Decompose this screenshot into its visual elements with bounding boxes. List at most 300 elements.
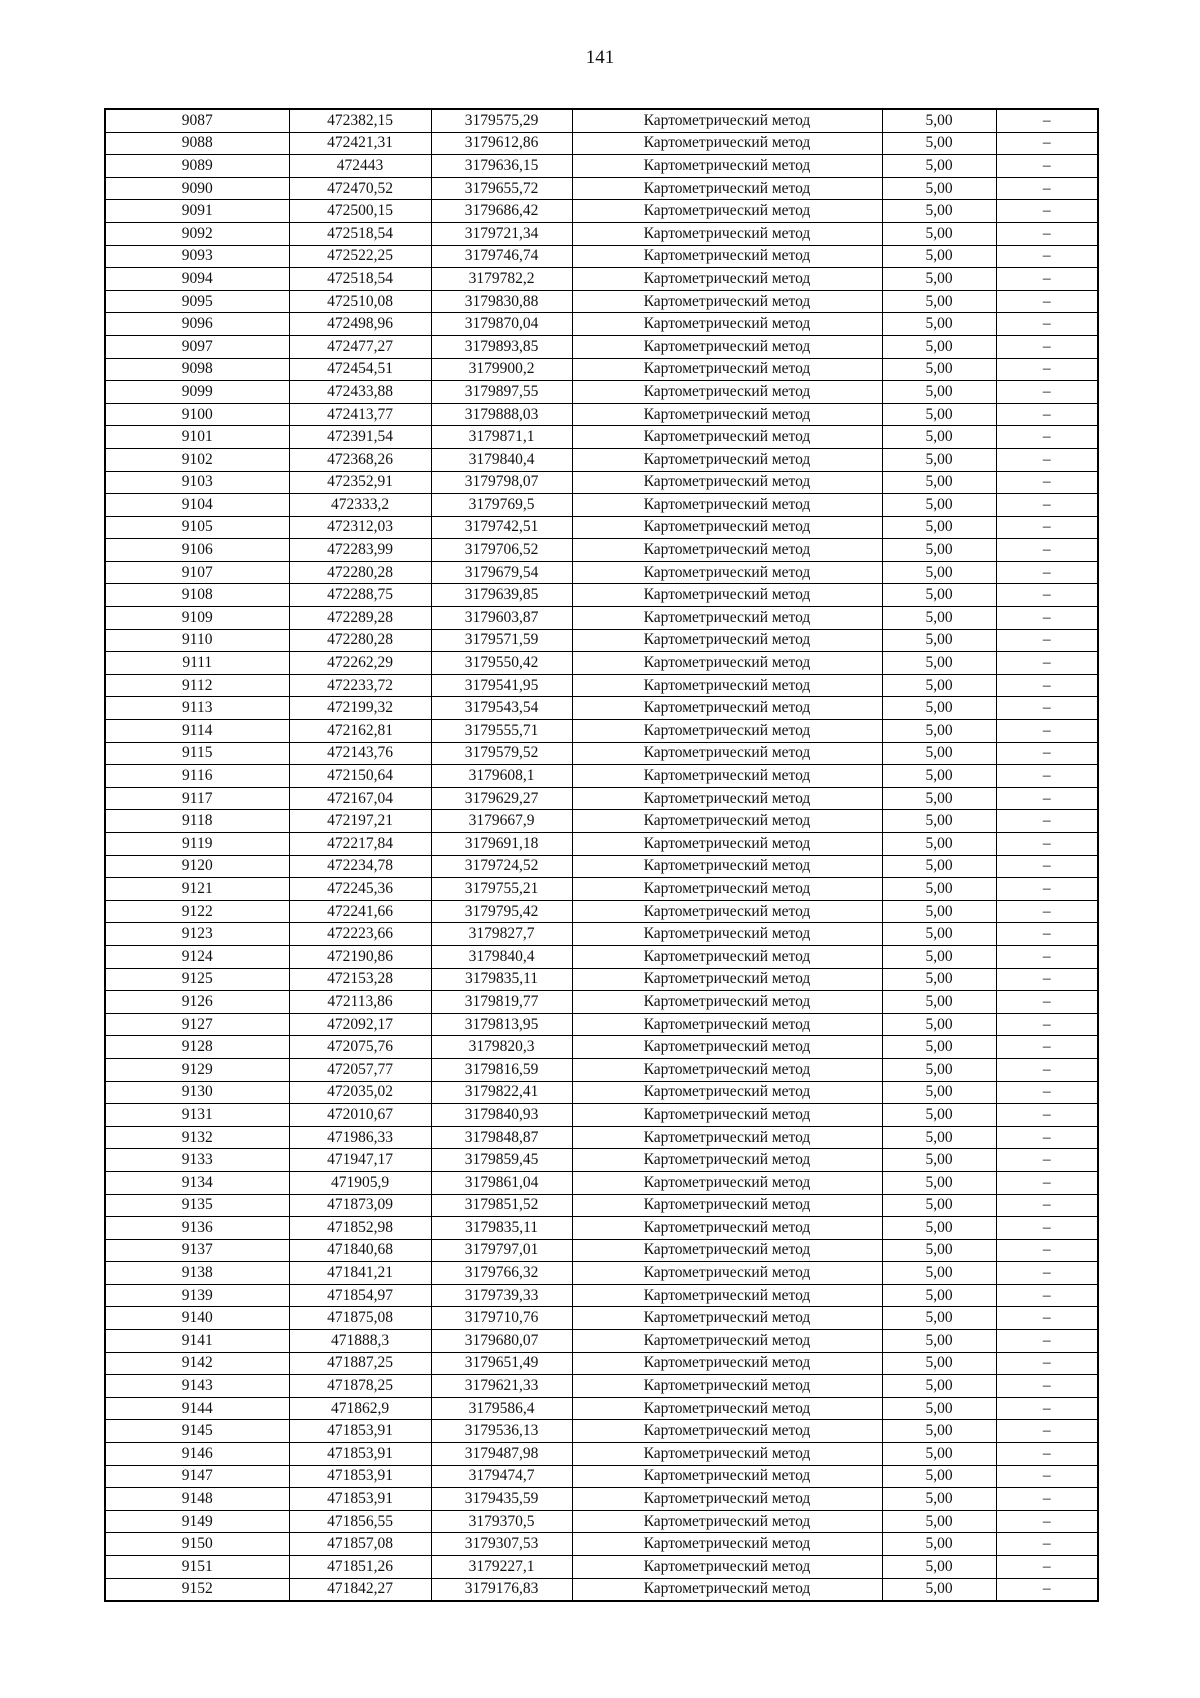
point-number-cell: 9095 xyxy=(105,290,289,313)
accuracy-cell: 5,00 xyxy=(882,381,996,404)
accuracy-cell: 5,00 xyxy=(882,177,996,200)
accuracy-cell: 5,00 xyxy=(882,1488,996,1511)
point-number-cell: 9103 xyxy=(105,471,289,494)
table-row xyxy=(105,1352,1098,1375)
table-row xyxy=(105,1239,1098,1262)
table-row xyxy=(105,607,1098,630)
table-row xyxy=(105,1284,1098,1307)
table-row xyxy=(105,1104,1098,1127)
accuracy-cell: 5,00 xyxy=(882,358,996,381)
table-row xyxy=(105,1375,1098,1398)
coordinate-x-cell: 471873,09 xyxy=(289,1194,431,1217)
table-row xyxy=(105,471,1098,494)
empty-mark-cell: – xyxy=(996,448,1098,471)
method-cell: Картометрический метод xyxy=(572,268,882,291)
coordinate-x-cell: 471853,91 xyxy=(289,1465,431,1488)
coordinate-x-cell: 472477,27 xyxy=(289,335,431,358)
point-number-cell: 9092 xyxy=(105,222,289,245)
table-row xyxy=(105,878,1098,901)
coordinate-y-cell: 3179893,85 xyxy=(431,335,572,358)
coordinate-y-cell: 3179870,04 xyxy=(431,313,572,336)
coordinate-x-cell: 472454,51 xyxy=(289,358,431,381)
accuracy-cell: 5,00 xyxy=(882,923,996,946)
coordinate-x-cell: 472352,91 xyxy=(289,471,431,494)
coordinate-y-cell: 3179571,59 xyxy=(431,629,572,652)
coordinate-x-cell: 472010,67 xyxy=(289,1104,431,1127)
empty-mark-cell: – xyxy=(996,561,1098,584)
accuracy-cell: 5,00 xyxy=(882,516,996,539)
point-number-cell: 9104 xyxy=(105,494,289,517)
coordinate-y-cell: 3179840,93 xyxy=(431,1104,572,1127)
table-row xyxy=(105,787,1098,810)
point-number-cell: 9132 xyxy=(105,1126,289,1149)
empty-mark-cell: – xyxy=(996,1058,1098,1081)
table-row xyxy=(105,833,1098,856)
coordinate-x-cell: 472113,86 xyxy=(289,991,431,1014)
empty-mark-cell: – xyxy=(996,426,1098,449)
coordinate-x-cell: 471986,33 xyxy=(289,1126,431,1149)
point-number-cell: 9151 xyxy=(105,1556,289,1579)
empty-mark-cell: – xyxy=(996,855,1098,878)
table-row xyxy=(105,765,1098,788)
accuracy-cell: 5,00 xyxy=(882,878,996,901)
empty-mark-cell: – xyxy=(996,765,1098,788)
coordinate-y-cell: 3179816,59 xyxy=(431,1058,572,1081)
accuracy-cell: 5,00 xyxy=(882,1420,996,1443)
coordinate-y-cell: 3179721,34 xyxy=(431,222,572,245)
coordinate-y-cell: 3179680,07 xyxy=(431,1330,572,1353)
coordinate-x-cell: 472143,76 xyxy=(289,742,431,765)
table-row xyxy=(105,1262,1098,1285)
empty-mark-cell: – xyxy=(996,1307,1098,1330)
method-cell: Картометрический метод xyxy=(572,1307,882,1330)
empty-mark-cell: – xyxy=(996,1443,1098,1466)
point-number-cell: 9091 xyxy=(105,200,289,223)
method-cell: Картометрический метод xyxy=(572,200,882,223)
coordinate-x-cell: 472075,76 xyxy=(289,1036,431,1059)
table-body xyxy=(105,109,1098,1601)
accuracy-cell: 5,00 xyxy=(882,742,996,765)
point-number-cell: 9110 xyxy=(105,629,289,652)
coordinate-y-cell: 3179370,5 xyxy=(431,1510,572,1533)
accuracy-cell: 5,00 xyxy=(882,607,996,630)
empty-mark-cell: – xyxy=(996,1036,1098,1059)
method-cell: Картометрический метод xyxy=(572,1352,882,1375)
point-number-cell: 9106 xyxy=(105,539,289,562)
method-cell: Картометрический метод xyxy=(572,1036,882,1059)
coordinate-x-cell: 472413,77 xyxy=(289,403,431,426)
accuracy-cell: 5,00 xyxy=(882,403,996,426)
empty-mark-cell: – xyxy=(996,1149,1098,1172)
coordinate-y-cell: 3179827,7 xyxy=(431,923,572,946)
coordinate-x-cell: 472241,66 xyxy=(289,900,431,923)
table-row xyxy=(105,991,1098,1014)
table-row xyxy=(105,1126,1098,1149)
coordinate-y-cell: 3179851,52 xyxy=(431,1194,572,1217)
point-number-cell: 9112 xyxy=(105,674,289,697)
coordinate-y-cell: 3179176,83 xyxy=(431,1578,572,1601)
coordinate-y-cell: 3179612,86 xyxy=(431,132,572,155)
accuracy-cell: 5,00 xyxy=(882,200,996,223)
method-cell: Картометрический метод xyxy=(572,1194,882,1217)
method-cell: Картометрический метод xyxy=(572,335,882,358)
empty-mark-cell: – xyxy=(996,1397,1098,1420)
coordinate-x-cell: 472283,99 xyxy=(289,539,431,562)
coordinate-y-cell: 3179897,55 xyxy=(431,381,572,404)
coordinate-y-cell: 3179848,87 xyxy=(431,1126,572,1149)
accuracy-cell: 5,00 xyxy=(882,629,996,652)
point-number-cell: 9124 xyxy=(105,945,289,968)
accuracy-cell: 5,00 xyxy=(882,674,996,697)
accuracy-cell: 5,00 xyxy=(882,1556,996,1579)
coordinate-y-cell: 3179679,54 xyxy=(431,561,572,584)
coordinate-y-cell: 3179608,1 xyxy=(431,765,572,788)
table-row xyxy=(105,426,1098,449)
empty-mark-cell: – xyxy=(996,742,1098,765)
point-number-cell: 9150 xyxy=(105,1533,289,1556)
accuracy-cell: 5,00 xyxy=(882,1262,996,1285)
method-cell: Картометрический метод xyxy=(572,516,882,539)
accuracy-cell: 5,00 xyxy=(882,584,996,607)
empty-mark-cell: – xyxy=(996,1104,1098,1127)
empty-mark-cell: – xyxy=(996,494,1098,517)
empty-mark-cell: – xyxy=(996,607,1098,630)
point-number-cell: 9129 xyxy=(105,1058,289,1081)
empty-mark-cell: – xyxy=(996,1284,1098,1307)
point-number-cell: 9119 xyxy=(105,833,289,856)
method-cell: Картометрический метод xyxy=(572,290,882,313)
coordinate-y-cell: 3179861,04 xyxy=(431,1171,572,1194)
table-row xyxy=(105,1533,1098,1556)
coordinate-x-cell: 472391,54 xyxy=(289,426,431,449)
coordinate-x-cell: 472382,15 xyxy=(289,109,431,132)
coordinate-y-cell: 3179900,2 xyxy=(431,358,572,381)
coordinate-x-cell: 472433,88 xyxy=(289,381,431,404)
coordinate-y-cell: 3179742,51 xyxy=(431,516,572,539)
coordinate-y-cell: 3179739,33 xyxy=(431,1284,572,1307)
empty-mark-cell: – xyxy=(996,1510,1098,1533)
empty-mark-cell: – xyxy=(996,516,1098,539)
empty-mark-cell: – xyxy=(996,290,1098,313)
accuracy-cell: 5,00 xyxy=(882,1375,996,1398)
coordinate-x-cell: 472333,2 xyxy=(289,494,431,517)
method-cell: Картометрический метод xyxy=(572,1533,882,1556)
method-cell: Картометрический метод xyxy=(572,945,882,968)
accuracy-cell: 5,00 xyxy=(882,765,996,788)
accuracy-cell: 5,00 xyxy=(882,1465,996,1488)
point-number-cell: 9096 xyxy=(105,313,289,336)
coordinate-y-cell: 3179766,32 xyxy=(431,1262,572,1285)
accuracy-cell: 5,00 xyxy=(882,1443,996,1466)
method-cell: Картометрический метод xyxy=(572,1081,882,1104)
coordinate-x-cell: 471947,17 xyxy=(289,1149,431,1172)
accuracy-cell: 5,00 xyxy=(882,1104,996,1127)
method-cell: Картометрический метод xyxy=(572,1171,882,1194)
table-row xyxy=(105,1171,1098,1194)
coordinate-y-cell: 3179636,15 xyxy=(431,155,572,178)
accuracy-cell: 5,00 xyxy=(882,335,996,358)
table-row xyxy=(105,381,1098,404)
coordinate-x-cell: 472522,25 xyxy=(289,245,431,268)
point-number-cell: 9113 xyxy=(105,697,289,720)
coordinate-x-cell: 472280,28 xyxy=(289,629,431,652)
point-number-cell: 9123 xyxy=(105,923,289,946)
method-cell: Картометрический метод xyxy=(572,742,882,765)
table-row xyxy=(105,900,1098,923)
method-cell: Картометрический метод xyxy=(572,810,882,833)
accuracy-cell: 5,00 xyxy=(882,313,996,336)
point-number-cell: 9088 xyxy=(105,132,289,155)
coordinate-y-cell: 3179655,72 xyxy=(431,177,572,200)
method-cell: Картометрический метод xyxy=(572,629,882,652)
table-row xyxy=(105,177,1098,200)
coordinate-y-cell: 3179871,1 xyxy=(431,426,572,449)
accuracy-cell: 5,00 xyxy=(882,1239,996,1262)
coordinate-y-cell: 3179536,13 xyxy=(431,1420,572,1443)
method-cell: Картометрический метод xyxy=(572,1262,882,1285)
accuracy-cell: 5,00 xyxy=(882,245,996,268)
method-cell: Картометрический метод xyxy=(572,878,882,901)
table-row xyxy=(105,448,1098,471)
method-cell: Картометрический метод xyxy=(572,1149,882,1172)
coordinate-x-cell: 472443 xyxy=(289,155,431,178)
coordinate-y-cell: 3179835,11 xyxy=(431,968,572,991)
table-row xyxy=(105,132,1098,155)
coordinate-x-cell: 472500,15 xyxy=(289,200,431,223)
method-cell: Картометрический метод xyxy=(572,222,882,245)
point-number-cell: 9127 xyxy=(105,1013,289,1036)
coordinate-x-cell: 472288,75 xyxy=(289,584,431,607)
coordinate-x-cell: 471854,97 xyxy=(289,1284,431,1307)
point-number-cell: 9121 xyxy=(105,878,289,901)
accuracy-cell: 5,00 xyxy=(882,290,996,313)
table-row xyxy=(105,1036,1098,1059)
method-cell: Картометрический метод xyxy=(572,1375,882,1398)
accuracy-cell: 5,00 xyxy=(882,1533,996,1556)
point-number-cell: 9147 xyxy=(105,1465,289,1488)
coordinate-x-cell: 472498,96 xyxy=(289,313,431,336)
accuracy-cell: 5,00 xyxy=(882,1217,996,1240)
accuracy-cell: 5,00 xyxy=(882,968,996,991)
empty-mark-cell: – xyxy=(996,697,1098,720)
table-row xyxy=(105,313,1098,336)
coordinate-x-cell: 471853,91 xyxy=(289,1443,431,1466)
coordinate-y-cell: 3179820,3 xyxy=(431,1036,572,1059)
coordinate-x-cell: 472234,78 xyxy=(289,855,431,878)
point-number-cell: 9115 xyxy=(105,742,289,765)
coordinate-y-cell: 3179550,42 xyxy=(431,652,572,675)
empty-mark-cell: – xyxy=(996,1239,1098,1262)
coordinate-x-cell: 472035,02 xyxy=(289,1081,431,1104)
empty-mark-cell: – xyxy=(996,1126,1098,1149)
coordinate-y-cell: 3179769,5 xyxy=(431,494,572,517)
point-number-cell: 9148 xyxy=(105,1488,289,1511)
coordinate-x-cell: 471853,91 xyxy=(289,1420,431,1443)
point-number-cell: 9105 xyxy=(105,516,289,539)
method-cell: Картометрический метод xyxy=(572,697,882,720)
accuracy-cell: 5,00 xyxy=(882,945,996,968)
table-row xyxy=(105,1488,1098,1511)
point-number-cell: 9120 xyxy=(105,855,289,878)
coordinate-x-cell: 472217,84 xyxy=(289,833,431,856)
coordinate-y-cell: 3179819,77 xyxy=(431,991,572,1014)
accuracy-cell: 5,00 xyxy=(882,900,996,923)
empty-mark-cell: – xyxy=(996,381,1098,404)
coordinate-x-cell: 472289,28 xyxy=(289,607,431,630)
coordinate-x-cell: 472518,54 xyxy=(289,222,431,245)
method-cell: Картометрический метод xyxy=(572,403,882,426)
coordinate-y-cell: 3179755,21 xyxy=(431,878,572,901)
accuracy-cell: 5,00 xyxy=(882,1307,996,1330)
accuracy-cell: 5,00 xyxy=(882,268,996,291)
coordinate-x-cell: 472167,04 xyxy=(289,787,431,810)
empty-mark-cell: – xyxy=(996,1013,1098,1036)
accuracy-cell: 5,00 xyxy=(882,222,996,245)
accuracy-cell: 5,00 xyxy=(882,494,996,517)
point-number-cell: 9097 xyxy=(105,335,289,358)
coordinate-x-cell: 472421,31 xyxy=(289,132,431,155)
coordinate-x-cell: 471841,21 xyxy=(289,1262,431,1285)
coordinate-y-cell: 3179603,87 xyxy=(431,607,572,630)
accuracy-cell: 5,00 xyxy=(882,1284,996,1307)
method-cell: Картометрический метод xyxy=(572,923,882,946)
empty-mark-cell: – xyxy=(996,1578,1098,1601)
empty-mark-cell: – xyxy=(996,1420,1098,1443)
point-number-cell: 9143 xyxy=(105,1375,289,1398)
accuracy-cell: 5,00 xyxy=(882,1126,996,1149)
method-cell: Картометрический метод xyxy=(572,1126,882,1149)
accuracy-cell: 5,00 xyxy=(882,1330,996,1353)
empty-mark-cell: – xyxy=(996,878,1098,901)
method-cell: Картометрический метод xyxy=(572,584,882,607)
accuracy-cell: 5,00 xyxy=(882,1036,996,1059)
coordinate-y-cell: 3179835,11 xyxy=(431,1217,572,1240)
coordinate-y-cell: 3179639,85 xyxy=(431,584,572,607)
empty-mark-cell: – xyxy=(996,403,1098,426)
accuracy-cell: 5,00 xyxy=(882,1194,996,1217)
point-number-cell: 9133 xyxy=(105,1149,289,1172)
table-row xyxy=(105,674,1098,697)
accuracy-cell: 5,00 xyxy=(882,991,996,1014)
coordinate-x-cell: 472057,77 xyxy=(289,1058,431,1081)
empty-mark-cell: – xyxy=(996,1375,1098,1398)
method-cell: Картометрический метод xyxy=(572,471,882,494)
accuracy-cell: 5,00 xyxy=(882,855,996,878)
accuracy-cell: 5,00 xyxy=(882,561,996,584)
coordinate-x-cell: 472245,36 xyxy=(289,878,431,901)
table-row xyxy=(105,945,1098,968)
empty-mark-cell: – xyxy=(996,1081,1098,1104)
table-row xyxy=(105,855,1098,878)
empty-mark-cell: – xyxy=(996,720,1098,743)
coordinate-x-cell: 472153,28 xyxy=(289,968,431,991)
table-row xyxy=(105,222,1098,245)
coordinate-y-cell: 3179621,33 xyxy=(431,1375,572,1398)
coordinate-y-cell: 3179435,59 xyxy=(431,1488,572,1511)
coordinate-y-cell: 3179798,07 xyxy=(431,471,572,494)
coordinate-y-cell: 3179579,52 xyxy=(431,742,572,765)
accuracy-cell: 5,00 xyxy=(882,833,996,856)
coordinate-x-cell: 472150,64 xyxy=(289,765,431,788)
method-cell: Картометрический метод xyxy=(572,1284,882,1307)
method-cell: Картометрический метод xyxy=(572,1578,882,1601)
empty-mark-cell: – xyxy=(996,539,1098,562)
accuracy-cell: 5,00 xyxy=(882,720,996,743)
table-row xyxy=(105,1465,1098,1488)
coordinate-y-cell: 3179686,42 xyxy=(431,200,572,223)
coordinate-x-cell: 471875,08 xyxy=(289,1307,431,1330)
accuracy-cell: 5,00 xyxy=(882,1081,996,1104)
coordinate-x-cell: 472518,54 xyxy=(289,268,431,291)
coordinate-y-cell: 3179307,53 xyxy=(431,1533,572,1556)
coordinate-x-cell: 471887,25 xyxy=(289,1352,431,1375)
point-number-cell: 9145 xyxy=(105,1420,289,1443)
accuracy-cell: 5,00 xyxy=(882,1171,996,1194)
coordinate-x-cell: 472510,08 xyxy=(289,290,431,313)
method-cell: Картометрический метод xyxy=(572,1556,882,1579)
table-row xyxy=(105,1397,1098,1420)
coordinate-y-cell: 3179543,54 xyxy=(431,697,572,720)
coordinate-x-cell: 471853,91 xyxy=(289,1488,431,1511)
coordinate-y-cell: 3179667,9 xyxy=(431,810,572,833)
coordinate-x-cell: 472092,17 xyxy=(289,1013,431,1036)
accuracy-cell: 5,00 xyxy=(882,1578,996,1601)
empty-mark-cell: – xyxy=(996,335,1098,358)
accuracy-cell: 5,00 xyxy=(882,426,996,449)
accuracy-cell: 5,00 xyxy=(882,1013,996,1036)
coordinate-y-cell: 3179724,52 xyxy=(431,855,572,878)
coordinate-y-cell: 3179706,52 xyxy=(431,539,572,562)
accuracy-cell: 5,00 xyxy=(882,787,996,810)
method-cell: Картометрический метод xyxy=(572,1397,882,1420)
point-number-cell: 9134 xyxy=(105,1171,289,1194)
coordinate-y-cell: 3179541,95 xyxy=(431,674,572,697)
coordinate-x-cell: 471851,26 xyxy=(289,1556,431,1579)
table-row xyxy=(105,1443,1098,1466)
point-number-cell: 9100 xyxy=(105,403,289,426)
coordinate-y-cell: 3179822,41 xyxy=(431,1081,572,1104)
table-row xyxy=(105,1330,1098,1353)
method-cell: Картометрический метод xyxy=(572,132,882,155)
point-number-cell: 9111 xyxy=(105,652,289,675)
point-number-cell: 9125 xyxy=(105,968,289,991)
method-cell: Картометрический метод xyxy=(572,787,882,810)
coordinate-x-cell: 471857,08 xyxy=(289,1533,431,1556)
coordinate-y-cell: 3179691,18 xyxy=(431,833,572,856)
coordinates-table xyxy=(104,108,1099,1602)
table-row xyxy=(105,561,1098,584)
coordinate-y-cell: 3179746,74 xyxy=(431,245,572,268)
table-row xyxy=(105,200,1098,223)
method-cell: Картометрический метод xyxy=(572,674,882,697)
accuracy-cell: 5,00 xyxy=(882,539,996,562)
table-row xyxy=(105,1058,1098,1081)
empty-mark-cell: – xyxy=(996,810,1098,833)
table-row xyxy=(105,403,1098,426)
table-row xyxy=(105,290,1098,313)
empty-mark-cell: – xyxy=(996,833,1098,856)
method-cell: Картометрический метод xyxy=(572,652,882,675)
coordinate-y-cell: 3179555,71 xyxy=(431,720,572,743)
empty-mark-cell: – xyxy=(996,991,1098,1014)
point-number-cell: 9137 xyxy=(105,1239,289,1262)
coordinate-y-cell: 3179575,29 xyxy=(431,109,572,132)
method-cell: Картометрический метод xyxy=(572,1443,882,1466)
method-cell: Картометрический метод xyxy=(572,900,882,923)
method-cell: Картометрический метод xyxy=(572,1013,882,1036)
method-cell: Картометрический метод xyxy=(572,833,882,856)
empty-mark-cell: – xyxy=(996,1330,1098,1353)
